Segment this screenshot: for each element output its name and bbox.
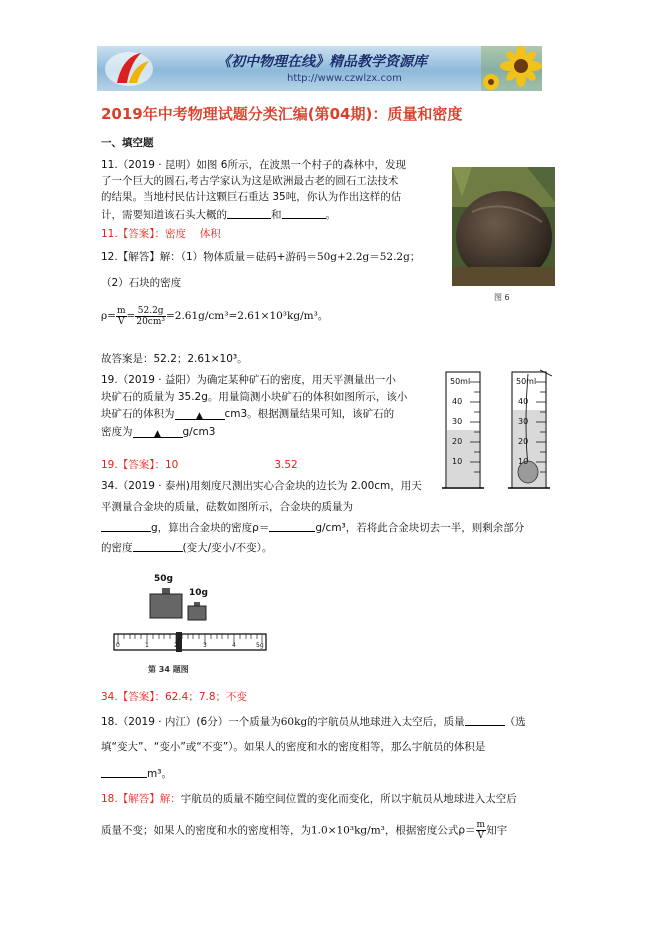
q19-blank-2[interactable]	[133, 426, 183, 438]
ruler-label-2: 2	[174, 642, 178, 649]
q18-mass: 60kg	[280, 716, 308, 728]
q18-solution-text-2: 质量不变；如果人的密度和水的密度相等，为	[101, 824, 311, 837]
q19-line-1: 19.（2019 · 益阳）为确定某种矿石的密度，用天平测量出一小	[101, 374, 396, 386]
q34-line-3-end: g/cm³，若将此合金块切去一半，则剩余部分	[315, 522, 525, 534]
q12-line-1-end: ；	[409, 251, 421, 263]
cyl2-tick-1: 40	[518, 397, 529, 406]
q18-frac-mv	[476, 820, 487, 841]
q12-line-2: （2）石块的密度	[101, 277, 182, 289]
q11-line-3: 的结果。当地村民估计这颗巨石重达 35吨，你认为作出这样的估	[101, 191, 402, 203]
q11-answer: 11.【答案】：密度 体积	[101, 228, 221, 240]
q19-triangle-1: ▲	[196, 411, 203, 421]
q18-line-2: 填“变大”、“变小”或“不变”）。如果人的密度和水的密度相等，那么宇航员的体积是	[101, 741, 486, 753]
q18-solution-text-3: ，根据密度公式ρ＝	[384, 824, 476, 837]
sunflower-icon	[481, 46, 542, 91]
q11-line-4-text: 计，需要知道该石头大概的	[101, 209, 227, 221]
cyl1-tick-2: 30	[452, 417, 463, 426]
balance-figure	[110, 574, 270, 680]
q18-line-1-text: 18.（2019 · 内江）(6分）一个质量为	[101, 716, 281, 728]
weight-10g-label: 10g	[189, 588, 208, 598]
q12-frac-values	[135, 306, 166, 327]
q19-answer	[101, 458, 298, 472]
ruler-label-1: 1	[145, 642, 149, 649]
cyl2-tick-3: 20	[518, 437, 529, 446]
q34-blank-1[interactable]	[101, 520, 151, 532]
q11-line-4-end: 。	[325, 209, 336, 221]
q34-line-1: 34.（2019 · 泰州)用刻度尺测出实心合金块的边长为 2.00cm，用天	[101, 480, 422, 492]
q18-blank-2[interactable]	[101, 766, 147, 778]
q18-line-1	[101, 714, 526, 729]
q18-solution-line-2	[101, 820, 507, 841]
q19-line-4	[101, 425, 215, 439]
q18-solution-text-1: 宇航员的质量不随空间位置的变化而变化，所以宇航员从地球进入太空后	[180, 793, 517, 805]
q19-line-3-end: cm3。根据测量结果可知，该矿石的	[224, 408, 395, 420]
q34-line-4	[101, 540, 272, 555]
weights-icon	[110, 574, 270, 680]
q12-frac-mv	[116, 306, 127, 327]
q12-eq: =	[126, 310, 136, 322]
document-title: 2019年中考物理试题分类汇编(第04期)：质量和密度	[101, 105, 463, 123]
cyl1-tick-4: 10	[452, 457, 463, 466]
q11-line-4-and: 和	[271, 209, 282, 221]
ruler-label-3: 3	[203, 642, 207, 649]
cyl1-tick-3: 20	[452, 437, 463, 446]
ruler-label-5: 5g	[256, 642, 264, 649]
ruler-label-4: 4	[232, 642, 236, 649]
banner-logo-icon	[103, 49, 155, 89]
q34-line-3-text: g，算出合金块的密度ρ＝	[151, 522, 270, 534]
q18-line-1-end: （选	[504, 716, 526, 728]
q18-solution-label: 18.【解答】解：	[101, 793, 181, 805]
q19-line-3-text: 块矿石的体积为	[101, 408, 175, 420]
q18-line-3-end: m³。	[147, 768, 172, 780]
q12-result: =2.61g/cm³=2.61×10³kg/m³。	[165, 310, 329, 322]
header-banner	[97, 46, 542, 91]
q12-rho: ρ=	[101, 310, 116, 322]
q34-blank-3[interactable]	[133, 540, 183, 552]
q34-line-4-text: 的密度	[101, 542, 133, 554]
q34-line-3	[101, 520, 524, 535]
q18-blank-1[interactable]	[465, 714, 505, 726]
q18-line-1-mid: 的宇航员从地球进入太空后，质量	[307, 716, 465, 728]
q19-triangle-2: ▲	[154, 429, 161, 439]
q19-answer-label: 19.【答案】：	[101, 459, 165, 471]
cyl2-tick-0: 50ml	[516, 377, 537, 386]
q18-line-3	[101, 766, 172, 781]
q34-line-4-end: (变大/变小/不变）。	[182, 542, 273, 554]
q19-answer-1: 10	[164, 459, 179, 471]
banner-url[interactable]: http://www.czwlzx.com	[287, 73, 402, 84]
cyl2-tick-2: 30	[518, 417, 529, 426]
q12-line-1	[101, 250, 420, 264]
cyl1-tick-1: 40	[452, 397, 463, 406]
q11-blank-2[interactable]	[282, 207, 326, 219]
q12-frac-num: 52.2g	[135, 306, 166, 317]
q19-answer-2: 3.52	[274, 459, 298, 471]
q12-mass-calc: 50g+2.2g＝52.2g	[316, 251, 410, 263]
q11-line-2: 了一个巨大的圆石,考古学家认为这是欧洲最古老的圆石工法技术	[101, 175, 399, 187]
q12-conclusion: 故答案是：52.2；2.61×10³。	[101, 353, 248, 365]
q11-line-4	[101, 207, 336, 222]
q12-frac-den: 20cm³	[136, 316, 165, 327]
q34-figure-caption: 第 34 题图	[148, 665, 189, 674]
q18-solution-text-4: 知宇	[486, 824, 508, 837]
q19-blank-1[interactable]	[175, 408, 225, 420]
q19-line-3	[101, 407, 394, 421]
q34-line-2: 平测量合金块的质量，砝数如图所示，合金块的质量为	[101, 501, 353, 513]
q19-line-2: 块矿石的质量为 35.2g。用量筒测小块矿石的体积如图所示，该小	[101, 391, 408, 403]
q12-frac-v: V	[118, 316, 125, 327]
banner-title: 《初中物理在线》精品教学资源库	[217, 54, 427, 70]
q19-line-4-end: g/cm3	[182, 426, 216, 438]
stone-photo	[452, 167, 555, 286]
q18-frac-v: V	[477, 831, 485, 841]
q18-frac-m: m	[476, 820, 486, 830]
q12-line-1-text: 12.【解答】解：（1）物体质量＝砝码+游码＝	[101, 251, 317, 263]
q12-frac-m: m	[116, 305, 126, 316]
section-heading: 一、填空题	[101, 137, 154, 149]
cyl2-tick-4: 10	[518, 457, 529, 466]
cyl1-tick-0: 50ml	[450, 377, 471, 386]
q18-solution-line-1	[101, 792, 517, 806]
q11-blank-1[interactable]	[227, 207, 271, 219]
cylinder-figure	[440, 366, 560, 496]
q11-line-1: 11.（2019 · 昆明）如图 6所示，在波黑一个村子的森林中，发现	[101, 159, 406, 171]
ruler-label-0: 0	[116, 642, 120, 649]
q34-answer: 34.【答案】：62.4；7.8；不变	[101, 691, 248, 703]
q19-line-4-text: 密度为	[101, 426, 133, 438]
q34-blank-2[interactable]	[269, 520, 315, 532]
q18-water-density: 1.0×10³kg/m³	[311, 824, 385, 837]
q11-figure-caption: 图 6	[494, 293, 510, 302]
q12-density-formula	[101, 305, 328, 327]
weight-50g-label: 50g	[154, 574, 173, 584]
